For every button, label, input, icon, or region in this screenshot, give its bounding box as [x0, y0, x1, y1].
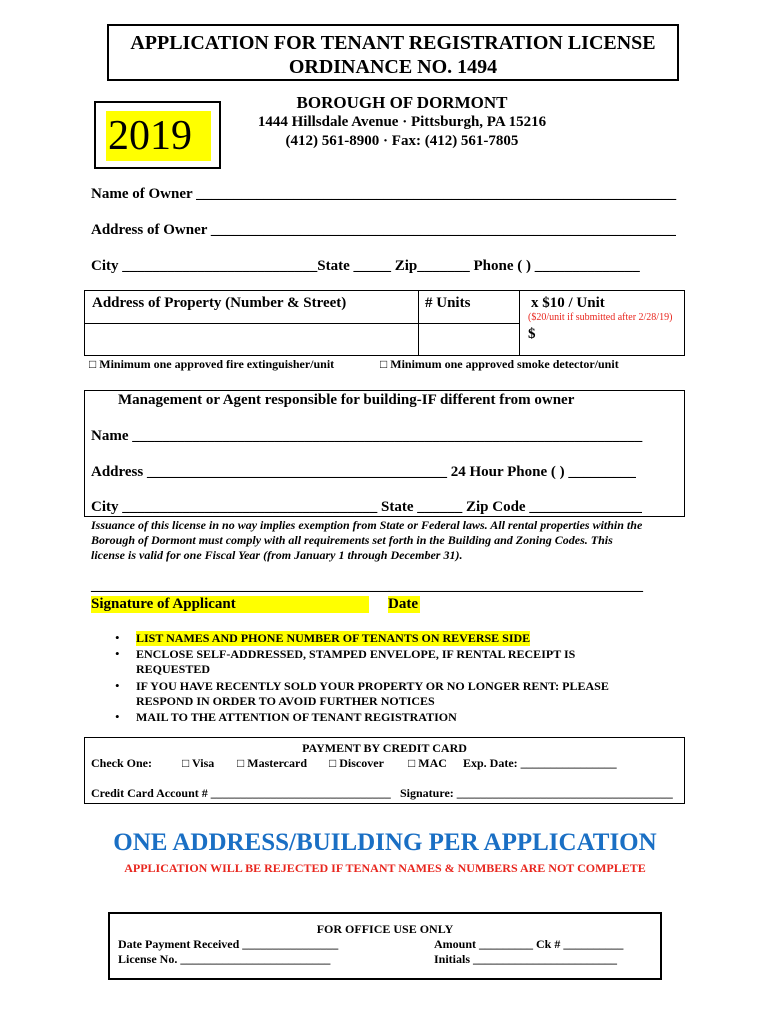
- disclaimer-line-3: license is valid for one Fiscal Year (from January 1 through December 31).: [91, 548, 463, 562]
- date-line[interactable]: __________________________________: [388, 578, 643, 594]
- disclaimer-line-1: Issuance of this license in no way implies exemption from State or Federal laws. All rental properties within the: [91, 518, 643, 532]
- smoke-detector-checkbox[interactable]: □ Minimum one approved smoke detector/unit: [380, 357, 619, 371]
- signature-line[interactable]: ________________________________________: [91, 578, 391, 594]
- amount-check-field[interactable]: Amount _________ Ck # __________: [434, 937, 624, 951]
- management-heading: Management or Agent responsible for building-IF different from owner: [118, 392, 575, 408]
- office-use-box: [108, 912, 662, 980]
- date-payment-received-field[interactable]: Date Payment Received ________________: [118, 937, 339, 951]
- owner-name-field[interactable]: Name of Owner ________________________________________________________________: [91, 186, 677, 202]
- rate-header: x $10 / Unit: [531, 295, 605, 311]
- check-one-label: Check One:: [91, 756, 152, 770]
- payment-box: [84, 737, 685, 804]
- bullet-icon: •: [115, 709, 120, 724]
- ordinance-number: ORDINANCE NO. 1494: [288, 56, 498, 78]
- signature-label: Signature of Applicant: [91, 596, 369, 613]
- mastercard-checkbox[interactable]: □ Mastercard: [237, 756, 308, 770]
- borough-address: 1444 Hillsdale Avenue · Pittsburgh, PA 15216: [257, 114, 547, 130]
- instruction-tenant-list: LIST NAMES AND PHONE NUMBER OF TENANTS ON REVERSE SIDE: [136, 631, 531, 645]
- table-divider: [519, 291, 520, 355]
- date-label: Date: [388, 596, 418, 612]
- year-box: [94, 101, 221, 169]
- agent-city-state-zip-field[interactable]: City __________________________________ State ______ Zip Code _______________: [91, 499, 642, 515]
- one-address-headline: ONE ADDRESS/BUILDING PER APPLICATION: [113, 829, 657, 856]
- rejection-warning: APPLICATION WILL BE REJECTED IF TENANT NAMES & NUMBERS ARE NOT COMPLETE: [124, 861, 646, 875]
- card-signature-field[interactable]: Signature: ____________________________________: [400, 786, 673, 800]
- units-input[interactable]: [421, 325, 517, 355]
- borough-phone-fax: (412) 561-8900 · Fax: (412) 561-7805: [285, 133, 519, 149]
- bullet-icon: •: [115, 630, 120, 645]
- borough-name: BOROUGH OF DORMONT: [296, 93, 508, 112]
- mac-checkbox[interactable]: □ MAC: [408, 756, 447, 770]
- instruction-mail: MAIL TO THE ATTENTION OF TENANT REGISTRATION: [136, 710, 457, 724]
- units-header: # Units: [425, 295, 471, 311]
- title-box: [107, 24, 679, 81]
- property-address-input[interactable]: [87, 325, 417, 355]
- instruction-sold-property: IF YOU HAVE RECENTLY SOLD YOUR PROPERTY OR NO LONGER RENT: PLEASE: [136, 679, 609, 693]
- instruction-envelope: ENCLOSE SELF-ADDRESSED, STAMPED ENVELOPE, IF RENTAL RECEIPT IS: [136, 647, 576, 661]
- initials-field[interactable]: Initials ________________________: [434, 952, 618, 966]
- disclaimer-line-2: Borough of Dormont must comply with all requirements set forth in the Building and Zoning Codes. This: [91, 533, 613, 547]
- instruction-envelope-cont: REQUESTED: [136, 662, 211, 676]
- instruction-sold-property-cont: RESPOND IN ORDER TO AVOID FURTHER NOTICES: [136, 694, 435, 708]
- office-use-heading: FOR OFFICE USE ONLY: [316, 922, 454, 936]
- late-rate-note: ($20/unit if submitted after 2/28/19): [528, 312, 673, 323]
- credit-card-account-field[interactable]: Credit Card Account # ______________________________: [91, 786, 391, 800]
- payment-heading: PAYMENT BY CREDIT CARD: [302, 741, 467, 755]
- bullet-icon: •: [115, 678, 120, 693]
- form-year: 2019: [106, 111, 211, 161]
- fire-extinguisher-checkbox[interactable]: □ Minimum one approved fire extinguisher/unit: [89, 357, 335, 371]
- management-box: [84, 390, 685, 517]
- visa-checkbox[interactable]: □ Visa: [182, 756, 215, 770]
- owner-address-field[interactable]: Address of Owner ______________________________________________________________: [91, 222, 676, 238]
- bullet-icon: •: [115, 646, 120, 661]
- property-table: [84, 290, 685, 356]
- property-address-header: Address of Property (Number & Street): [92, 295, 347, 311]
- agent-address-phone-field[interactable]: Address ________________________________________ 24 Hour Phone ( ) _________: [91, 464, 636, 480]
- form-title: APPLICATION FOR TENANT REGISTRATION LICENSE: [130, 32, 656, 54]
- expiration-date-field[interactable]: Exp. Date: ________________: [463, 756, 617, 770]
- table-divider: [85, 323, 519, 324]
- total-dollar-sign: $: [528, 326, 536, 342]
- agent-name-field[interactable]: Name ____________________________________________________________________: [91, 428, 643, 444]
- owner-city-state-zip-phone-field[interactable]: City __________________________State _____ Zip_______ Phone ( ) ______________: [91, 258, 640, 274]
- license-number-field[interactable]: License No. _________________________: [118, 952, 331, 966]
- discover-checkbox[interactable]: □ Discover: [329, 756, 384, 770]
